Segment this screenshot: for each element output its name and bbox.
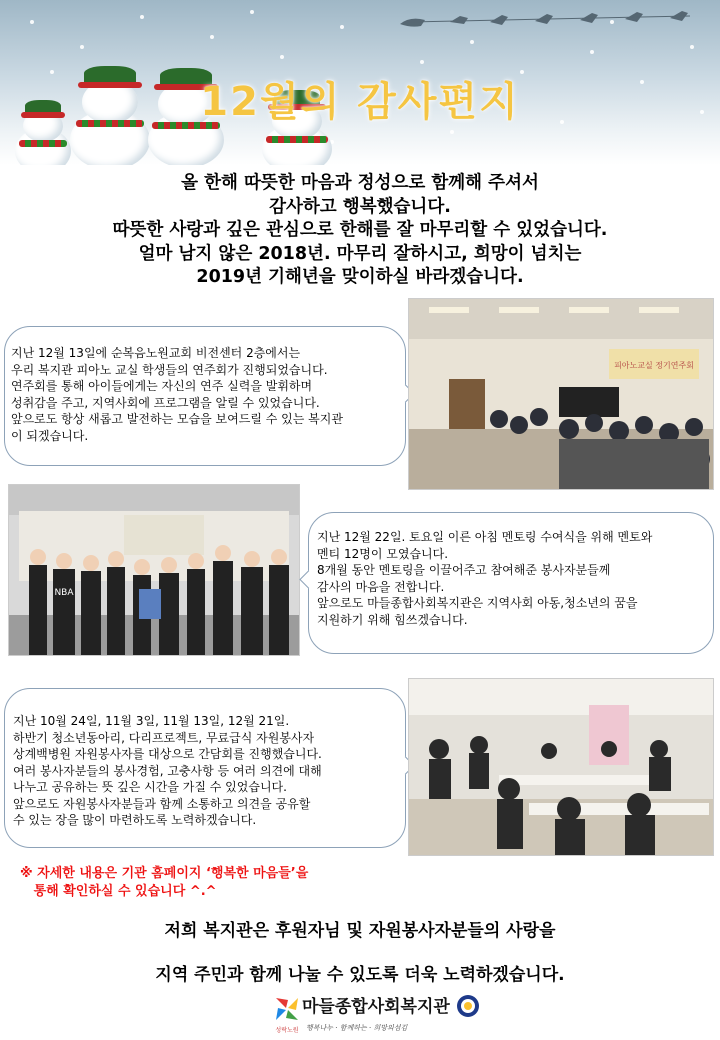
homepage-note bbox=[20, 865, 308, 901]
note-line: 통해 확인하실 수 있습니다 ^.^ bbox=[20, 884, 217, 899]
text-line: 수 있는 장을 많이 마련하도록 노력하겠습니다. bbox=[13, 813, 257, 827]
text-line: 하반기 청소년동아리, 다리프로젝트, 무료급식 자원봉사자 bbox=[13, 730, 315, 745]
text-line: 상계백병원 자원봉사자를 대상으로 간담회를 진행했습니다. bbox=[13, 747, 322, 761]
logo-name: 마들종합사회복지관 bbox=[302, 997, 450, 1017]
shirt-text: NBA bbox=[54, 588, 74, 598]
snowflake bbox=[80, 45, 84, 49]
text-line: 연주회를 통해 아이들에게는 자신의 연주 실력을 발휘하며 bbox=[11, 379, 313, 393]
text-line: 나누고 공유하는 뜻 깊은 시간을 가질 수 있었습니다. bbox=[13, 780, 287, 794]
snowflake bbox=[700, 110, 704, 114]
bubble-piano-recital bbox=[4, 326, 406, 466]
snowflake bbox=[210, 35, 214, 39]
text-line: 우리 복지관 피아노 교실 학생들의 연주회가 진행되었습니다. bbox=[11, 362, 328, 377]
snowflake bbox=[50, 70, 54, 74]
photo-piano-recital bbox=[408, 298, 714, 490]
text-line: 지원하기 위해 힘쓰겠습니다. bbox=[317, 612, 468, 627]
header-banner bbox=[0, 0, 720, 165]
closing-line-1: 저희 복지관은 후원자님 및 자원봉사자분들의 사랑을 bbox=[164, 921, 556, 941]
snowflake bbox=[30, 20, 34, 24]
snowflake bbox=[280, 55, 284, 59]
snowflake bbox=[340, 25, 344, 29]
intro-line: 감사하고 행복했습니다. bbox=[269, 196, 451, 217]
logo-sub-small: 성락노원 bbox=[275, 1027, 299, 1034]
page-title: 12월의 감사편지 bbox=[200, 79, 520, 125]
organization-logo bbox=[272, 992, 482, 1036]
banner-text: 피아노교실 정기연주회 bbox=[614, 361, 694, 370]
logo-slogan: 행복나누 · 함께하는 · 희망의섬김 bbox=[306, 1024, 408, 1032]
emblem-icon bbox=[457, 995, 479, 1017]
bubble-mentoring bbox=[308, 512, 714, 654]
pinwheel-icon bbox=[276, 998, 298, 1020]
intro-message bbox=[40, 172, 680, 290]
snowflake bbox=[640, 80, 644, 84]
snowflake bbox=[140, 15, 144, 19]
text-line: 멘티 12명이 모였습니다. bbox=[317, 546, 449, 561]
intro-line: 2019년 기해년을 맞이하실 바라겠습니다. bbox=[196, 267, 524, 287]
text-line: 지난 12월 13일에 순복음노원교회 비전센터 2층에서는 bbox=[11, 346, 301, 360]
photo-mentoring bbox=[8, 484, 300, 656]
text-line: 지난 12월 22일. 토요일 이른 아침 멘토링 수여식을 위해 멘토와 bbox=[317, 530, 653, 544]
photo-volunteer-meeting bbox=[408, 678, 714, 856]
snowflake bbox=[250, 10, 254, 14]
snowflake bbox=[590, 50, 594, 54]
text-line: 지난 10월 24일, 11월 3일, 11월 13일, 12월 21일. bbox=[13, 714, 290, 728]
intro-line: 올 한해 따뜻한 마음과 정성으로 함께해 주셔서 bbox=[181, 173, 539, 193]
sleigh-reindeer-icon bbox=[390, 4, 710, 34]
text-line: 앞으로도 자원봉사자분들과 함께 소통하고 의견을 공유할 bbox=[13, 796, 311, 811]
text-line: 8개월 동안 멘토링을 이끌어주고 참여해준 봉사자분들께 bbox=[317, 563, 611, 577]
snowflake bbox=[690, 45, 694, 49]
text-line: 감사의 마음을 전합니다. bbox=[317, 579, 445, 594]
text-line: 앞으로도 항상 새롭고 발전하는 모습을 보여드릴 수 있는 복지관 bbox=[11, 412, 343, 426]
intro-line: 얼마 남지 않은 2018년. 마무리 잘하시고, 희망이 넘치는 bbox=[138, 243, 582, 264]
snowflake bbox=[420, 60, 424, 64]
bubble-volunteer-meeting bbox=[4, 688, 406, 848]
snowflake bbox=[560, 120, 564, 124]
text-line: 성취감을 주고, 지역사회에 프로그램을 알릴 수 있었습니다. bbox=[11, 395, 320, 410]
text-line: 여러 봉사자분들의 봉사경험, 고충사항 등 여러 의견에 대해 bbox=[13, 763, 322, 778]
note-line: ※ 자세한 내용은 기관 홈페이지 ‘행복한 마음들’을 bbox=[20, 866, 309, 881]
closing-line-2: 지역 주민과 함께 나눌 수 있도록 더욱 노력하겠습니다. bbox=[155, 965, 565, 985]
snowflake bbox=[470, 40, 474, 44]
text-line: 이 되겠습니다. bbox=[11, 428, 89, 443]
snowflake bbox=[450, 130, 454, 134]
intro-line: 따뜻한 사랑과 깊은 관심으로 한해를 잘 마무리할 수 있었습니다. bbox=[112, 220, 608, 240]
text-line: 앞으로도 마들종합사회복지관은 지역사회 아동,청소년의 꿈을 bbox=[317, 596, 638, 610]
